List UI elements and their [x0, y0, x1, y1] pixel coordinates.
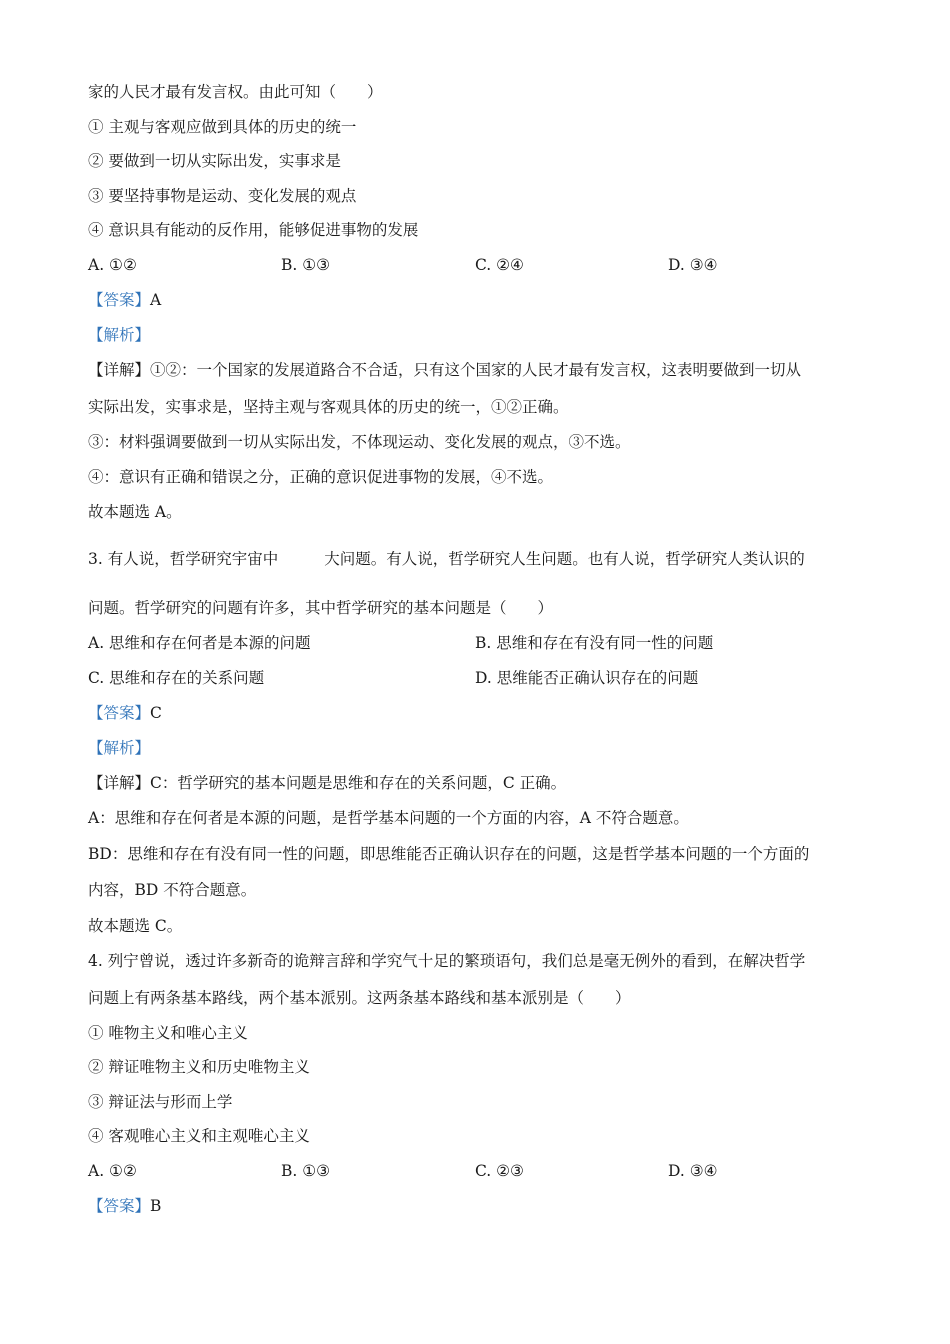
q2-item-4: ④ 意识具有能动的反作用，能够促进事物的发展	[88, 221, 419, 239]
q2-option-d: D. ③④	[668, 256, 718, 274]
q2-stem-tail: 家的人民才最有发言权。由此可知（ ）	[88, 83, 383, 101]
q2-option-c: C. ②④	[475, 256, 524, 274]
q4-item-1: ① 唯物主义和唯心主义	[88, 1024, 248, 1042]
q2-detail-1	[88, 360, 801, 380]
q4-option-d: D. ③④	[668, 1162, 718, 1180]
q3-option-d: D. 思维能否正确认识存在的问题	[475, 669, 699, 687]
detail-tag: 【详解】	[88, 774, 151, 792]
q4-option-c: C. ②③	[475, 1162, 524, 1180]
answer-value: A	[150, 291, 162, 309]
detail-tag: 【详解】	[88, 361, 151, 379]
q3-stem-line-2: 问题。哲学研究的问题有许多，其中哲学研究的基本问题是（ ）	[88, 599, 554, 617]
q2-detail-4: ④：意识有正确和错误之分，正确的意识促进事物的发展，④不选。	[88, 468, 554, 486]
q2-option-b: B. ①③	[281, 256, 331, 274]
q3-option-b: B. 思维和存在有没有同一性的问题	[475, 634, 714, 652]
q3-option-c: C. 思维和存在的关系问题	[88, 669, 265, 687]
q4-item-2: ② 辩证唯物主义和历史唯物主义	[88, 1058, 310, 1076]
q3-stem-line-1	[88, 549, 805, 569]
q3-detail-1	[88, 773, 566, 793]
q4-option-a: A. ①②	[88, 1162, 137, 1180]
detail-text: C：哲学研究的基本问题是思维和存在的关系问题，C 正确。	[150, 774, 567, 792]
q2-item-2: ② 要做到一切从实际出发，实事求是	[88, 152, 341, 170]
q4-stem-line-1: 4. 列宁曾说，透过许多新奇的诡辩言辞和学究气十足的繁琐语句，我们总是毫无例外的看到，在解决哲学	[88, 952, 806, 970]
detail-text: ①②：一个国家的发展道路合不合适，只有这个国家的人民才最有发言权，这表明要做到一切从	[150, 361, 802, 379]
q3-stem-b: 大问题。有人说，哲学研究人生问题。也有人说，哲学研究人类认识的	[324, 550, 805, 568]
q4-answer	[88, 1196, 161, 1216]
answer-tag: 【答案】	[88, 291, 151, 309]
q4-option-b: B. ①③	[281, 1162, 331, 1180]
q3-answer	[88, 703, 162, 723]
q2-answer	[88, 290, 161, 310]
q3-option-a: A. 思维和存在何者是本源的问题	[88, 634, 311, 652]
q4-item-4: ④ 客观唯心主义和主观唯心主义	[88, 1127, 310, 1145]
q4-item-3: ③ 辩证法与形而上学	[88, 1093, 233, 1111]
q2-conclusion: 故本题选 A。	[88, 503, 182, 521]
q3-detail-2: A：思维和存在何者是本源的问题，是哲学基本问题的一个方面的内容，A 不符合题意。	[88, 809, 689, 827]
analysis-tag: 【解析】	[88, 739, 151, 757]
q3-detail-4: 内容，BD 不符合题意。	[88, 881, 257, 899]
q2-option-a: A. ①②	[88, 256, 137, 274]
q4-stem-line-2: 问题上有两条基本路线，两个基本派别。这两条基本路线和基本派别是（ ）	[88, 989, 631, 1007]
q3-analysis-tag	[88, 738, 150, 758]
answer-tag: 【答案】	[88, 704, 151, 722]
q2-item-1: ① 主观与客观应做到具体的历史的统一	[88, 118, 357, 136]
q2-item-3: ③ 要坚持事物是运动、变化发展的观点	[88, 187, 357, 205]
q2-analysis-tag	[88, 325, 150, 345]
answer-value: C	[150, 704, 162, 722]
answer-value: B	[150, 1197, 162, 1215]
answer-tag: 【答案】	[88, 1197, 151, 1215]
q3-stem-a: 3. 有人说，哲学研究宇宙中	[88, 550, 279, 568]
analysis-tag: 【解析】	[88, 326, 151, 344]
q2-detail-3: ③：材料强调要做到一切从实际出发，不体现运动、变化发展的观点，③不选。	[88, 433, 631, 451]
q3-conclusion: 故本题选 C。	[88, 917, 183, 935]
q3-detail-3: BD：思维和存在有没有同一性的问题，即思维能否正确认识存在的问题，这是哲学基本问题的一个方面的	[88, 845, 810, 863]
q2-detail-2: 实际出发，实事求是，坚持主观与客观具体的历史的统一，①②正确。	[88, 398, 569, 416]
